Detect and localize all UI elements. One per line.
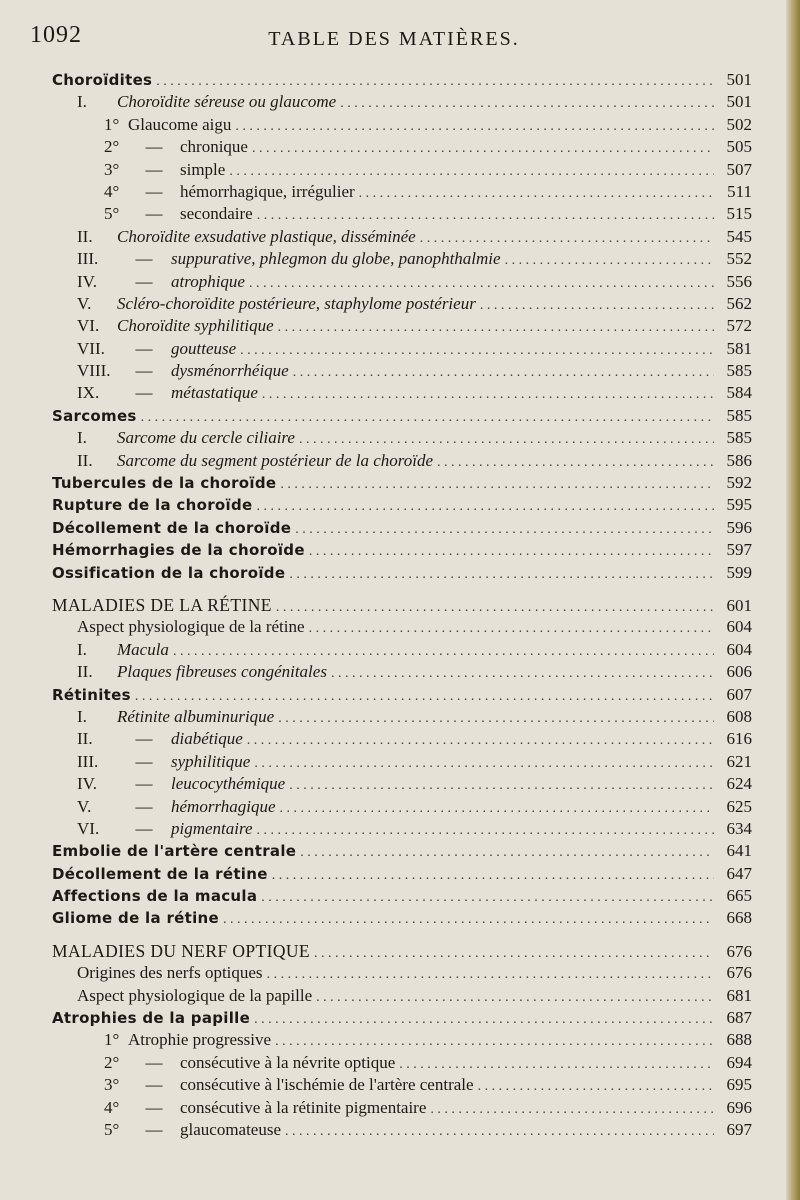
toc-entry: [52, 227, 752, 249]
entry-page-number: 688: [726, 1030, 752, 1050]
dot-leader: [173, 644, 714, 660]
entry-number: VIII.: [77, 361, 111, 381]
ditto-dash: —: [145, 1052, 163, 1072]
toc-entry: [52, 886, 752, 908]
ditto-dash: —: [145, 1097, 163, 1117]
entry-number: IV.: [77, 271, 97, 291]
entry-number: I.: [77, 428, 87, 448]
entry-title: secondaire: [180, 204, 253, 224]
toc-entry: [52, 963, 752, 985]
dot-leader: [278, 711, 714, 727]
entry-number: IV.: [77, 774, 97, 794]
entry-number: 4°: [104, 181, 120, 201]
toc-entry: [52, 540, 752, 562]
toc-entry: [52, 986, 752, 1008]
entry-title: consécutive à la névrite optique: [180, 1052, 396, 1072]
dot-leader: [309, 544, 714, 560]
toc-entry: [52, 473, 752, 495]
entry-page-number: 606: [726, 662, 752, 682]
entry-page-number: 668: [726, 908, 752, 928]
dot-leader: [478, 1079, 714, 1095]
toc-entry: [52, 908, 752, 930]
ditto-dash: —: [135, 751, 153, 771]
entry-page-number: 681: [726, 985, 752, 1005]
toc-entry: [52, 204, 752, 226]
ditto-dash: —: [145, 1119, 163, 1139]
section-gap: [52, 585, 752, 595]
toc-entry: [52, 518, 752, 540]
toc-entry: [52, 1053, 752, 1075]
entry-page-number: 585: [726, 428, 752, 448]
entry-title: Plaques fibreuses congénitales: [117, 662, 327, 682]
entry-title: atrophique: [171, 271, 245, 291]
entry-number: VII.: [77, 338, 105, 358]
entry-page-number: 585: [726, 405, 752, 425]
entry-title: Choroïdite séreuse ou glaucome: [117, 92, 337, 112]
toc-entry: [52, 774, 752, 796]
table-of-contents: [52, 70, 752, 1142]
entry-number: 3°: [104, 1075, 120, 1095]
ditto-dash: —: [135, 249, 153, 269]
toc-entry: [52, 70, 752, 92]
toc-entry: [52, 383, 752, 405]
toc-entry: [52, 1120, 752, 1142]
entry-title: diabétique: [171, 729, 243, 749]
entry-title: glaucomateuse: [180, 1119, 282, 1139]
toc-entry: [52, 137, 752, 159]
entry-page-number: 556: [726, 271, 752, 291]
dot-leader: [399, 1057, 714, 1073]
entry-title: Rupture de la choroïde: [52, 496, 253, 515]
dot-leader: [280, 801, 714, 817]
dot-leader: [299, 432, 714, 448]
dot-leader: [285, 1124, 714, 1140]
toc-entry: [52, 617, 752, 639]
dot-leader: [276, 600, 714, 616]
dot-leader: [249, 276, 714, 292]
toc-entry: [52, 797, 752, 819]
entry-title: Rétinite albuminurique: [117, 706, 275, 726]
entry-page-number: 502: [726, 114, 752, 134]
toc-entry: [52, 294, 752, 316]
entry-number: I.: [77, 639, 87, 659]
entry-page-number: 581: [726, 338, 752, 358]
dot-leader: [256, 499, 714, 515]
entry-page-number: 607: [726, 684, 752, 704]
entry-title: leucocythémique: [171, 774, 286, 794]
dot-leader: [293, 365, 714, 381]
entry-number: IX.: [77, 383, 100, 403]
dot-leader: [331, 666, 714, 682]
entry-page-number: 596: [726, 517, 752, 537]
toc-entry: [52, 707, 752, 729]
dot-leader: [229, 164, 714, 180]
dot-leader: [235, 119, 714, 135]
entry-number: 5°: [104, 1119, 120, 1139]
entry-page-number: 597: [726, 540, 752, 560]
entry-page-number: 562: [726, 293, 752, 313]
entry-title: Aspect physiologique de la rétine: [77, 617, 305, 637]
section-gap: [52, 931, 752, 941]
toc-entry: [52, 1075, 752, 1097]
entry-number: II.: [77, 226, 93, 246]
dot-leader: [275, 1034, 714, 1050]
entry-page-number: 676: [726, 963, 752, 983]
ditto-dash: —: [135, 271, 153, 291]
entry-title: simple: [180, 159, 226, 179]
entry-page-number: 501: [726, 92, 752, 112]
entry-title: syphilitique: [171, 751, 251, 771]
dot-leader: [340, 96, 714, 112]
dot-leader: [257, 823, 714, 839]
toc-entry: [52, 406, 752, 428]
dot-leader: [254, 1012, 714, 1028]
dot-leader: [223, 912, 714, 928]
entry-title: Glaucome aigu: [128, 114, 232, 134]
entry-number: II.: [77, 729, 93, 749]
dot-leader: [300, 845, 714, 861]
entry-title: hémorrhagique, irrégulier: [180, 181, 355, 201]
entry-title: Affections de la macula: [52, 887, 258, 906]
entry-title: Hémorrhagies de la choroïde: [52, 541, 305, 560]
toc-entry: [52, 685, 752, 707]
dot-leader: [141, 410, 714, 426]
toc-entry: [52, 316, 752, 338]
entry-page-number: 604: [726, 639, 752, 659]
toc-entry: [52, 182, 752, 204]
entry-number: V.: [77, 796, 92, 816]
entry-page-number: 616: [726, 729, 752, 749]
entry-number: 5°: [104, 204, 120, 224]
toc-entry: [52, 115, 752, 137]
entry-title: MALADIES DE LA RÉTINE: [52, 594, 272, 615]
dot-leader: [430, 1102, 714, 1118]
dot-leader: [420, 231, 714, 247]
entry-number: V.: [77, 293, 92, 313]
entry-page-number: 552: [726, 249, 752, 269]
ditto-dash: —: [135, 774, 153, 794]
entry-title: Atrophie progressive: [128, 1030, 272, 1050]
entry-number: 1°: [104, 1030, 120, 1050]
ditto-dash: —: [145, 181, 163, 201]
entry-page-number: 599: [726, 562, 752, 582]
entry-page-number: 647: [726, 863, 752, 883]
entry-title: pigmentaire: [171, 818, 253, 838]
dot-leader: [278, 320, 714, 336]
toc-entry: [52, 941, 752, 963]
toc-entry: [52, 361, 752, 383]
entry-title: Gliome de la rétine: [52, 909, 219, 928]
toc-entry: [52, 864, 752, 886]
toc-entry: [52, 729, 752, 751]
dot-leader: [437, 455, 714, 471]
running-title: TABLE DES MATIÈRES.: [268, 28, 520, 50]
dot-leader: [254, 756, 714, 772]
entry-title: Scléro-choroïdite postérieure, staphylome postérieur: [117, 293, 476, 313]
entry-title: chronique: [180, 137, 248, 157]
entry-page-number: 694: [726, 1052, 752, 1072]
dot-leader: [280, 477, 714, 493]
entry-page-number: 505: [726, 137, 752, 157]
dot-leader: [309, 621, 714, 637]
entry-page-number: 604: [726, 617, 752, 637]
entry-title: goutteuse: [171, 338, 237, 358]
entry-page-number: 621: [726, 751, 752, 771]
toc-entry: [52, 1008, 752, 1030]
toc-entry: [52, 339, 752, 361]
toc-entry: [52, 640, 752, 662]
entry-title: dysménorrhéique: [171, 361, 289, 381]
dot-leader: [257, 208, 714, 224]
entry-page-number: 624: [726, 774, 752, 794]
toc-entry: [52, 563, 752, 585]
entry-page-number: 601: [726, 595, 752, 615]
dot-leader: [252, 141, 714, 157]
entry-title: Rétinites: [52, 685, 131, 704]
entry-number: 4°: [104, 1097, 120, 1117]
entry-page-number: 584: [726, 383, 752, 403]
entry-title: Choroïdite exsudative plastique, disséminée: [117, 226, 416, 246]
toc-entry: [52, 495, 752, 517]
ditto-dash: —: [135, 338, 153, 358]
entry-page-number: 695: [726, 1075, 752, 1095]
entry-page-number: 676: [726, 941, 752, 961]
entry-number: II.: [77, 662, 93, 682]
entry-page-number: 665: [726, 886, 752, 906]
ditto-dash: —: [145, 137, 163, 157]
entry-title: Sarcome du segment postérieur de la choroïde: [117, 450, 434, 470]
entry-page-number: 572: [726, 316, 752, 336]
entry-title: Décollement de la rétine: [52, 864, 268, 883]
dot-leader: [156, 74, 714, 90]
entry-page-number: 608: [726, 706, 752, 726]
entry-title: Aspect physiologique de la papille: [77, 985, 313, 1005]
entry-page-number: 625: [726, 796, 752, 816]
entry-number: 2°: [104, 137, 120, 157]
toc-entry: [52, 160, 752, 182]
entry-title: Sarcome du cercle ciliaire: [117, 428, 295, 448]
entry-page-number: 634: [726, 818, 752, 838]
ditto-dash: —: [135, 818, 153, 838]
entry-title: consécutive à la rétinite pigmentaire: [180, 1097, 427, 1117]
page-header: [24, 18, 764, 58]
toc-entry: [52, 1030, 752, 1052]
dot-leader: [272, 868, 714, 884]
entry-title: Décollement de la choroïde: [52, 518, 292, 537]
entry-number: 1°: [104, 114, 120, 134]
dot-leader: [480, 298, 714, 314]
entry-number: III.: [77, 249, 99, 269]
entry-number: 3°: [104, 159, 120, 179]
entry-page-number: 515: [726, 204, 752, 224]
entry-number: VI.: [77, 316, 100, 336]
dot-leader: [289, 778, 714, 794]
entry-title: Choroïdite syphilitique: [117, 316, 274, 336]
dot-leader: [314, 946, 714, 962]
entry-title: MALADIES DU NERF OPTIQUE: [52, 940, 311, 961]
toc-entry: [52, 428, 752, 450]
entry-page-number: 592: [726, 473, 752, 493]
entry-title: Choroïdites: [52, 71, 153, 89]
dot-leader: [505, 253, 714, 269]
toc-entry: [52, 1098, 752, 1120]
toc-entry: [52, 92, 752, 114]
dot-leader: [247, 733, 714, 749]
ditto-dash: —: [135, 729, 153, 749]
toc-entry: [52, 249, 752, 271]
entry-number: I.: [77, 706, 87, 726]
entry-page-number: 595: [726, 495, 752, 515]
entry-title: hémorrhagique: [171, 796, 276, 816]
ditto-dash: —: [135, 796, 153, 816]
page-number: 1092: [30, 22, 82, 48]
toc-entry: [52, 451, 752, 473]
entry-page-number: 687: [726, 1008, 752, 1028]
toc-entry: [52, 752, 752, 774]
entry-title: Sarcomes: [52, 406, 137, 425]
ditto-dash: —: [135, 361, 153, 381]
entry-title: Origines des nerfs optiques: [77, 963, 263, 983]
entry-title: Embolie de l'artère centrale: [52, 842, 297, 861]
entry-page-number: 641: [726, 841, 752, 861]
toc-entry: [52, 819, 752, 841]
ditto-dash: —: [145, 1075, 163, 1095]
toc-entry: [52, 841, 752, 863]
dot-leader: [261, 890, 714, 906]
entry-page-number: 507: [726, 159, 752, 179]
toc-entry: [52, 662, 752, 684]
dot-leader: [289, 567, 714, 583]
entry-page-number: 696: [726, 1097, 752, 1117]
entry-number: VI.: [77, 818, 100, 838]
dot-leader: [316, 990, 714, 1006]
page-edge: [786, 0, 800, 1200]
dot-leader: [262, 387, 714, 403]
entry-page-number: 586: [726, 450, 752, 470]
toc-entry: [52, 595, 752, 617]
ditto-dash: —: [145, 159, 163, 179]
ditto-dash: —: [145, 204, 163, 224]
entry-number: I.: [77, 92, 87, 112]
entry-title: Ossification de la choroïde: [52, 563, 286, 582]
entry-page-number: 697: [726, 1119, 752, 1139]
entry-title: consécutive à l'ischémie de l'artère centrale: [180, 1075, 474, 1095]
entry-page-number: 511: [727, 181, 752, 201]
entry-number: II.: [77, 450, 93, 470]
ditto-dash: —: [135, 383, 153, 403]
entry-number: 2°: [104, 1052, 120, 1072]
entry-title: Macula: [117, 639, 169, 659]
entry-title: Atrophies de la papille: [52, 1009, 251, 1028]
entry-page-number: 545: [726, 226, 752, 246]
dot-leader: [135, 689, 714, 705]
toc-entry: [52, 272, 752, 294]
entry-page-number: 501: [726, 70, 752, 89]
entry-title: métastatique: [171, 383, 258, 403]
dot-leader: [267, 967, 714, 983]
entry-number: III.: [77, 751, 99, 771]
entry-title: suppurative, phlegmon du globe, panophthalmie: [171, 249, 501, 269]
dot-leader: [240, 343, 714, 359]
entry-title: Tubercules de la choroïde: [52, 474, 277, 493]
entry-page-number: 585: [726, 361, 752, 381]
dot-leader: [359, 186, 714, 202]
dot-leader: [295, 522, 714, 538]
